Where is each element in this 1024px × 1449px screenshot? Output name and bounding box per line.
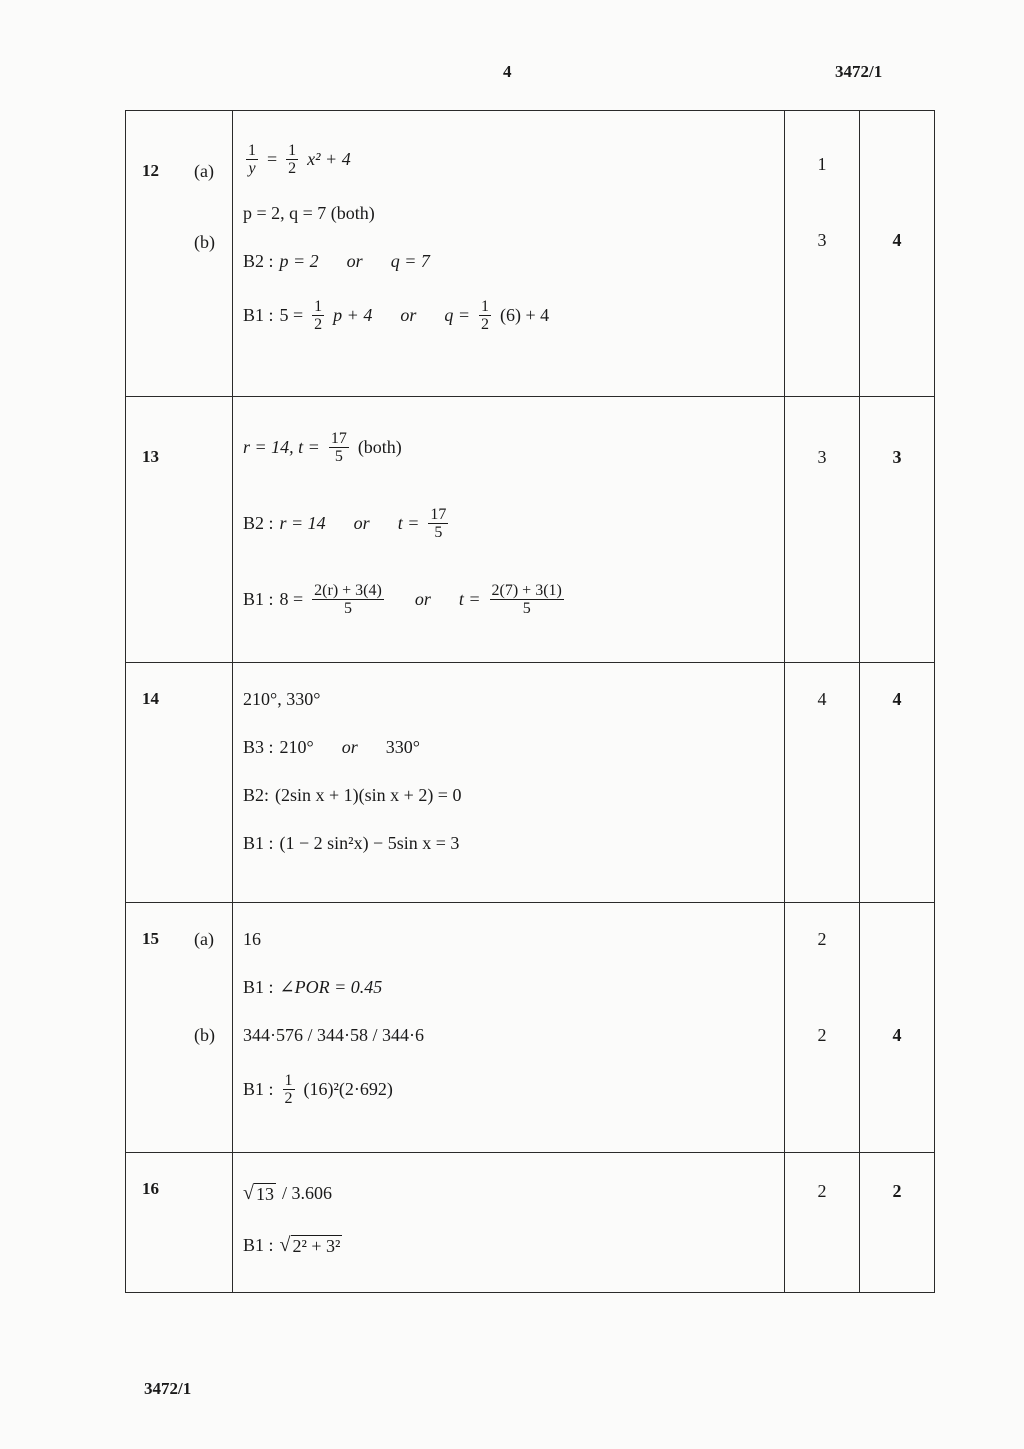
or-word: or xyxy=(341,736,358,757)
mark-value: 1 xyxy=(817,153,827,174)
working-cell xyxy=(233,397,785,663)
or-word: or xyxy=(346,250,363,271)
part-label: (b) xyxy=(194,1025,215,1045)
working-cell xyxy=(233,111,785,397)
expression: (1 − 2 sin²x) − 5sin x = 3 xyxy=(279,832,460,853)
expression: 210° xyxy=(279,736,314,757)
question-row-14 xyxy=(126,663,935,903)
or-word: or xyxy=(353,512,370,533)
method-line xyxy=(233,1233,784,1257)
working-cell xyxy=(233,663,785,903)
expression: 5 = xyxy=(279,304,304,325)
method-line xyxy=(233,249,784,273)
working-cell xyxy=(233,903,785,1153)
total-cell xyxy=(860,1153,935,1293)
fraction: $\frac{2(7) + 3(1)}{5}$ xyxy=(491,581,562,617)
mark-value: 3 xyxy=(817,229,827,250)
expression: ∠POR = 0.45 xyxy=(279,976,383,997)
expression: 8 = xyxy=(279,588,304,609)
mark-value: 4 xyxy=(817,688,827,709)
fraction: $\frac{17}{5}$ xyxy=(330,429,347,465)
expression: p + 4 xyxy=(333,304,373,325)
equals-sign: = xyxy=(267,148,278,169)
mark-value: 2 xyxy=(817,928,827,949)
question-row-13 xyxy=(126,397,935,663)
total-cell xyxy=(860,111,935,397)
square-root: √ 2² + 3² xyxy=(279,1233,341,1256)
mark-value: 3 xyxy=(817,446,827,467)
method-label: B1 : xyxy=(243,976,274,997)
expression: 330° xyxy=(385,736,420,757)
answer-line xyxy=(233,1023,784,1047)
expression: q = 7 xyxy=(390,250,430,271)
answer-line xyxy=(233,687,784,711)
total-cell xyxy=(860,397,935,663)
total-cell xyxy=(860,663,935,903)
expression: r = 14 xyxy=(279,512,326,533)
question-cell xyxy=(126,903,233,1153)
marks-cell xyxy=(785,903,860,1153)
method-label: B2: xyxy=(243,784,270,805)
marks-cell xyxy=(785,111,860,397)
expression: r = 14, t = xyxy=(243,436,320,457)
expression: (2sin x + 1)(sin x + 2) = 0 xyxy=(275,784,462,805)
method-label: B1 : xyxy=(243,1234,274,1255)
total-marks: 4 xyxy=(892,1024,902,1045)
method-label: B2 : xyxy=(243,512,274,533)
fraction: $\frac{1}{2}$ xyxy=(314,297,323,333)
marks-cell xyxy=(785,397,860,663)
method-line xyxy=(233,831,784,855)
fraction: $\frac{1}{2}$ xyxy=(288,141,297,177)
answer-line xyxy=(233,1181,784,1205)
expression: q = xyxy=(444,304,470,325)
method-line xyxy=(233,581,784,617)
method-label: B1 : xyxy=(243,588,274,609)
expression: (16)²(2·692) xyxy=(303,1078,393,1099)
method-label: B1 : xyxy=(243,304,274,325)
fraction: $\frac{1}{y}$ xyxy=(248,141,256,177)
part-label: (a) xyxy=(194,929,214,949)
question-number: 13 xyxy=(142,447,159,466)
total-marks: 3 xyxy=(892,446,902,467)
expression: (6) + 4 xyxy=(500,304,550,325)
or-word: or xyxy=(400,304,417,325)
answer-text: 16 xyxy=(243,928,261,949)
expression: x² + 4 xyxy=(307,148,351,169)
marks-cell xyxy=(785,1153,860,1293)
answer-line xyxy=(233,927,784,951)
part-label: (a) xyxy=(194,161,214,181)
answer-text: 344·576 / 344·58 / 344·6 xyxy=(243,1024,424,1045)
method-line xyxy=(233,975,784,999)
total-cell xyxy=(860,903,935,1153)
or-word: or xyxy=(414,588,431,609)
method-line xyxy=(233,783,784,807)
expression: t = xyxy=(458,588,481,609)
total-marks: 4 xyxy=(892,688,902,709)
question-cell xyxy=(126,111,233,397)
method-label: B2 : xyxy=(243,250,274,271)
fraction: $\frac{1}{2}$ xyxy=(284,1071,293,1107)
question-number: 12 xyxy=(142,161,159,180)
total-marks: 4 xyxy=(892,229,902,250)
question-row-16 xyxy=(126,1153,935,1293)
marking-scheme-table xyxy=(125,110,935,1293)
answer-note: (both) xyxy=(357,436,402,457)
marks-cell xyxy=(785,663,860,903)
expression: t = xyxy=(397,512,420,533)
method-line xyxy=(233,735,784,759)
answer-line xyxy=(233,429,784,465)
part-label: (b) xyxy=(194,232,215,252)
method-line xyxy=(233,297,784,333)
working-cell xyxy=(233,1153,785,1293)
answer-line xyxy=(233,201,784,225)
question-number: 16 xyxy=(142,1179,159,1198)
answer-text: p = 2, q = 7 (both) xyxy=(243,202,375,223)
total-marks: 2 xyxy=(892,1180,902,1201)
method-line xyxy=(233,505,784,541)
fraction: $\frac{17}{5}$ xyxy=(430,505,447,541)
answer-text: 210°, 330° xyxy=(243,688,321,709)
expression: p = 2 xyxy=(279,250,319,271)
expression: / 3.606 xyxy=(281,1182,332,1203)
paper-code-header: 3472/1 xyxy=(835,62,883,81)
question-row-15 xyxy=(126,903,935,1153)
fraction: $\frac{1}{2}$ xyxy=(481,297,489,333)
fraction: $\frac{2(r) + 3(4)}{5}$ xyxy=(314,581,382,617)
question-number: 15 xyxy=(142,929,159,948)
question-cell xyxy=(126,397,233,663)
method-label: B1 : xyxy=(243,1078,274,1099)
question-cell xyxy=(126,663,233,903)
mark-value: 2 xyxy=(817,1024,827,1045)
paper-code-footer: 3472/1 xyxy=(144,1379,192,1398)
mark-value: 2 xyxy=(817,1180,827,1201)
square-root: √ 13 xyxy=(243,1181,274,1204)
question-cell xyxy=(126,1153,233,1293)
method-label: B3 : xyxy=(243,736,274,757)
page-number: 4 xyxy=(503,62,512,81)
question-number: 14 xyxy=(142,689,159,708)
method-label: B1 : xyxy=(243,832,274,853)
method-line xyxy=(233,1071,784,1107)
answer-line xyxy=(233,141,784,177)
question-row-12 xyxy=(126,111,935,397)
